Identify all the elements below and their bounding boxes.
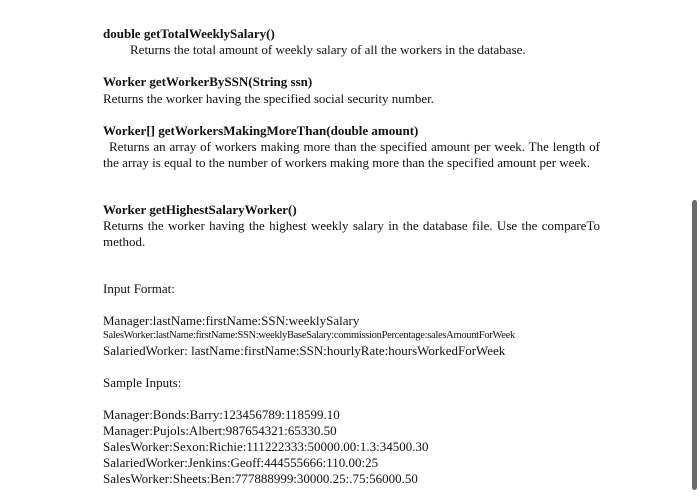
sample-input-line: Manager:Pujols:Albert:987654321:65330.50 bbox=[103, 423, 337, 438]
input-format-line: Manager:lastName:firstName:SSN:weeklySalary bbox=[103, 313, 360, 328]
sample-input-line: SalariedWorker:Jenkins:Geoff:444555666:110.00:25 bbox=[103, 455, 379, 470]
sample-input-line: SalesWorker:Sexon:Richie:111222333:50000.00:1.3:34500.30 bbox=[103, 439, 429, 454]
method-description-workers-making-more-than: Returns an array of workers making more than the specified amount per week. The length of the array is equal to the number of workers making more than the specified amount per week. bbox=[103, 139, 600, 170]
method-signature-worker-by-ssn: Worker getWorkerBySSN(String ssn) bbox=[103, 74, 313, 89]
vertical-scrollbar[interactable] bbox=[688, 0, 700, 499]
sample-input-line: Manager:Bonds:Barry:123456789:118599.10 bbox=[103, 407, 340, 422]
method-signature-highest-salary-worker: Worker getHighestSalaryWorker() bbox=[103, 202, 297, 217]
method-description-worker-by-ssn: Returns the worker having the specified social security number. bbox=[103, 91, 435, 106]
input-format-line: SalariedWorker: lastName:firstName:SSN:hourlyRate:hoursWorkedForWeek bbox=[103, 343, 506, 358]
method-signature-total-weekly-salary: double getTotalWeeklySalary() bbox=[103, 26, 275, 41]
input-format-label: Input Format: bbox=[103, 281, 175, 296]
sample-inputs-label: Sample Inputs: bbox=[103, 375, 182, 390]
method-description-highest-salary-worker: Returns the worker having the highest weekly salary in the database file. Use the compareTo method. bbox=[103, 218, 600, 249]
method-signature-workers-making-more-than: Worker[] getWorkersMakingMoreThan(double amount) bbox=[103, 123, 419, 138]
input-format-line: SalesWorker:lastName:firstName:SSN:weeklyBaseSalary:commissionPercentage:salesAmountForWeek bbox=[103, 330, 515, 341]
sample-input-line: SalesWorker:Sheets:Ben:777888999:30000.25:.75:56000.50 bbox=[103, 471, 418, 486]
method-description-total-weekly-salary: Returns the total amount of weekly salary of all the workers in the database. bbox=[130, 42, 526, 57]
scrollbar-thumb[interactable] bbox=[692, 200, 697, 490]
